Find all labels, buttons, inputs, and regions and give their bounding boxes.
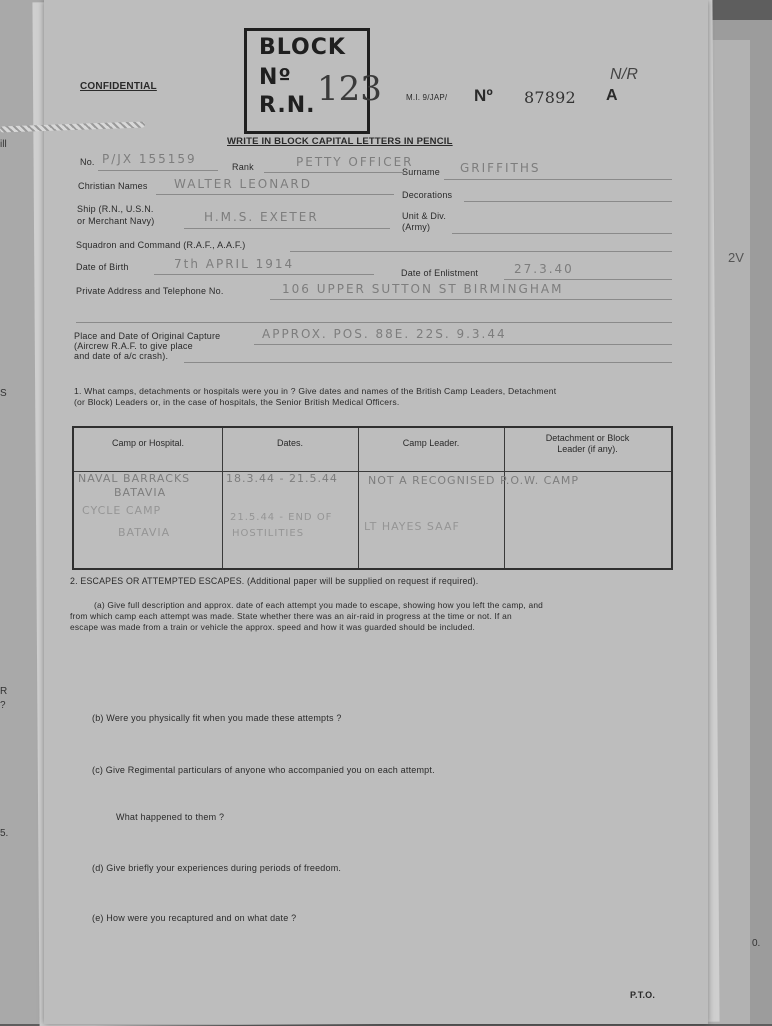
unit-label-1: Unit & Div.: [402, 211, 447, 221]
no-value: P/JX 155159: [102, 152, 197, 166]
left-fragment-r: R: [0, 686, 8, 697]
block-stamp: [244, 28, 382, 134]
number-label: Nº: [474, 86, 493, 105]
dob-label: Date of Birth: [76, 262, 129, 272]
table-header-leader: Camp Leader.: [358, 428, 504, 472]
table-divider: [504, 428, 505, 568]
q2a-text-3: escape was made from a train or vehicle the approx. speed and how it was guarded should be included.: [70, 622, 476, 632]
rank-value: PETTY OFFICER: [296, 155, 414, 169]
right-fragment-dot: 0.: [752, 938, 761, 949]
table-header-detachment: Detachment or Block Leader (if any).: [504, 428, 671, 472]
capture-label-2: (Aircrew R.A.F. to give place: [74, 341, 193, 351]
table-row1-camp-2: BATAVIA: [114, 486, 167, 499]
table-divider: [222, 428, 223, 568]
christian-names-label: Christian Names: [78, 181, 148, 191]
pto-label: P.T.O.: [630, 990, 656, 1000]
q1-text-1: 1. What camps, detachments or hospitals were you in ? Give dates and names of the British Camp Leaders, Detachment: [74, 386, 557, 396]
q2b-text: (b) Were you physically fit when you made these attempts ?: [92, 713, 342, 723]
q2c-text: (c) Give Regimental particulars of anyone who accompanied you on each attempt.: [92, 765, 435, 775]
stamp-rn-text: R.N.: [259, 93, 316, 118]
capture-label-3: and date of a/c crash).: [74, 351, 169, 361]
ship-value: H.M.S. EXETER: [204, 210, 319, 224]
rank-line: [264, 172, 404, 173]
capture-line-2: [184, 362, 672, 363]
rank-label: Rank: [232, 162, 254, 172]
address-label: Private Address and Telephone No.: [76, 286, 224, 296]
left-fragment-ill: ill: [0, 139, 7, 150]
decorations-label: Decorations: [402, 190, 453, 200]
dob-line: [154, 274, 374, 275]
corner-handwritten-note: N/R: [610, 66, 639, 83]
table-row2-camp-1: CYCLE CAMP: [82, 504, 162, 517]
block-capitals-instruction: WRITE IN BLOCK CAPITAL LETTERS IN PENCIL: [227, 136, 453, 147]
table-row2-dates-2: HOSTILITIES: [232, 528, 305, 539]
left-fragment-q: ?: [0, 700, 6, 711]
confidential-label: CONFIDENTIAL: [80, 81, 157, 92]
no-label: No.: [80, 157, 95, 167]
unit-line: [452, 233, 672, 234]
left-fragment-s: S: [0, 388, 7, 399]
q2a-text-1: (a) Give full description and approx. date of each attempt you made to escape, showing how you left the camp, and: [94, 600, 544, 610]
ship-label-2: or Merchant Navy): [77, 216, 155, 226]
enlistment-label: Date of Enlistment: [401, 268, 479, 278]
capture-value: APPROX. POS. 88E. 22S. 9.3.44: [262, 327, 507, 341]
form-letter: A: [606, 87, 618, 104]
stamp-no-text: Nº: [259, 65, 292, 90]
table-header-dates: Dates.: [222, 428, 358, 472]
address-value: 106 UPPER SUTTON ST BIRMINGHAM: [282, 282, 564, 296]
table-row2-dates-1: 21.5.44 - END OF: [230, 512, 333, 523]
form-number: 87892: [524, 88, 576, 107]
table-row1-dates: 18.3.44 - 21.5.44: [226, 472, 338, 485]
address-line: [270, 299, 672, 300]
surname-line: [444, 179, 672, 180]
decorations-line: [464, 201, 672, 202]
enlistment-line: [504, 279, 672, 280]
capture-label-1: Place and Date of Original Capture: [74, 331, 221, 341]
form-code: M.I. 9/JAP/: [406, 93, 448, 102]
enlistment-value: 27.3.40: [514, 262, 574, 276]
surname-label: Surname: [402, 167, 440, 177]
q2a-text-2: from which camp each attempt was made. State whether there was an air-raid in progress at the time or not. If an: [70, 611, 512, 621]
left-fragment-5: 5.: [0, 828, 9, 839]
table-header-camp: Camp or Hospital.: [74, 428, 222, 472]
table-row2-camp-2: BATAVIA: [118, 526, 171, 539]
q2-title: 2. ESCAPES OR ATTEMPTED ESCAPES. (Additional paper will be supplied on request if required).: [70, 576, 479, 586]
escape-questionnaire-form: [44, 0, 708, 1024]
unit-label-2: (Army): [402, 222, 431, 232]
stamp-block-text: BLOCK: [259, 35, 346, 60]
table-row1-leader: NOT A RECOGNISED P.O.W. CAMP: [368, 474, 580, 487]
squadron-line: [290, 251, 672, 252]
q2e-text: (e) How were you recaptured and on what date ?: [92, 913, 297, 923]
q2c-what-happened: What happened to them ?: [116, 812, 225, 822]
table-row1-camp-1: NAVAL BARRACKS: [78, 472, 191, 485]
capture-line: [254, 344, 672, 345]
ship-line: [184, 228, 390, 229]
camps-table: [72, 426, 673, 570]
surname-value: GRIFFITHS: [460, 161, 541, 175]
table-divider: [358, 428, 359, 568]
right-fragment-2v: 2V: [728, 250, 744, 265]
q1-text-2: (or Block) Leaders or, in the case of hospitals, the Senior British Medical Officers.: [74, 397, 400, 407]
q2d-text: (d) Give briefly your experiences during periods of freedom.: [92, 863, 342, 873]
no-line: [98, 170, 218, 171]
stamp-handwritten-number: 123: [317, 69, 382, 109]
squadron-label: Squadron and Command (R.A.F., A.A.F.): [76, 240, 246, 250]
address-line-2: [76, 322, 672, 323]
dob-value: 7th APRIL 1914: [174, 257, 295, 271]
christian-names-value: WALTER LEONARD: [174, 177, 312, 191]
christian-names-line: [156, 194, 394, 195]
ship-label-1: Ship (R.N., U.S.N.: [77, 204, 154, 214]
table-row2-leader: LT HAYES SAAF: [364, 520, 460, 533]
